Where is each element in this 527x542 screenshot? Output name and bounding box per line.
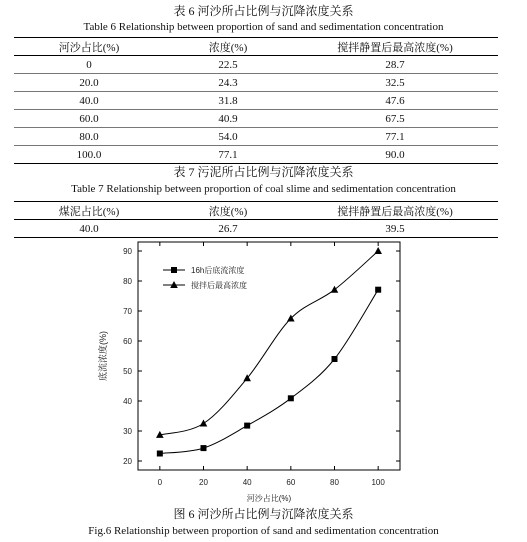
table-cell: 40.0	[79, 94, 99, 107]
y-tick-label: 30	[123, 427, 132, 436]
y-tick-label: 40	[123, 397, 132, 406]
legend-label-2: 搅拌后最高浓度	[191, 281, 247, 290]
table-cell: 0	[86, 58, 92, 71]
table7	[14, 201, 498, 238]
y-tick-label: 60	[123, 337, 132, 346]
table-cell: 77.1	[385, 130, 405, 143]
data-point-series-1	[244, 423, 250, 429]
table-cell: 80.0	[79, 130, 99, 143]
data-point-series-2	[331, 286, 339, 293]
data-point-series-2	[287, 315, 295, 322]
table6-caption-en: Table 6 Relationship between proportion of sand and sedimentation concentration	[83, 21, 444, 33]
series-line-1	[160, 290, 378, 454]
table-header-row	[14, 38, 498, 56]
table-row	[14, 128, 498, 146]
table7-caption-en: Table 7 Relationship between proportion of coal slime and sedimentation concentration	[71, 183, 456, 195]
table-cell: 67.5	[385, 112, 405, 125]
table-cell: 26.7	[218, 222, 238, 235]
x-tick-label: 0	[157, 478, 163, 487]
table-cell: 28.7	[385, 58, 405, 71]
y-tick-label: 90	[123, 247, 132, 256]
data-point-series-1	[375, 287, 381, 293]
table-row	[14, 220, 498, 238]
table-header-cell: 浓度(%)	[208, 205, 248, 218]
table-cell: 60.0	[79, 112, 99, 125]
legend-label-1: 16h后底流浓度	[191, 266, 245, 275]
y-axis-label: 底流浓度(%)	[98, 331, 108, 381]
table-header-cell: 搅拌静置后最高浓度(%)	[337, 205, 453, 218]
table-cell: 24.3	[218, 76, 238, 89]
table6-caption-cn: 表 6 河沙所占比例与沉降浓度关系	[173, 4, 354, 18]
table-row	[14, 56, 498, 74]
table-row	[14, 92, 498, 110]
series-line-2	[160, 251, 378, 435]
y-tick-label: 20	[123, 457, 132, 466]
table-header-row	[14, 202, 498, 220]
table-cell: 40.0	[79, 222, 99, 235]
x-axis-label: 河沙占比(%)	[246, 494, 292, 503]
y-tick-label: 70	[123, 307, 132, 316]
table-cell: 100.0	[76, 148, 102, 161]
table6	[14, 37, 498, 164]
table-cell: 31.8	[218, 94, 238, 107]
table-cell: 40.9	[218, 112, 238, 125]
x-tick-label: 40	[242, 478, 252, 487]
data-point-series-2	[243, 374, 251, 381]
data-point-series-1	[201, 445, 207, 451]
plot-frame	[138, 242, 400, 470]
data-point-series-2	[200, 420, 208, 427]
table-cell: 54.0	[218, 130, 238, 143]
x-tick-label: 100	[371, 478, 385, 487]
data-point-series-1	[332, 356, 338, 362]
table-header-cell: 河沙占比(%)	[58, 41, 120, 54]
table-cell: 32.5	[385, 76, 405, 89]
table-row	[14, 110, 498, 128]
figure6-caption-cn: 图 6 河沙所占比例与沉降浓度关系	[173, 507, 354, 521]
table-cell: 90.0	[385, 148, 405, 161]
table-cell: 39.5	[385, 222, 405, 235]
data-point-series-1	[157, 451, 163, 457]
table-cell: 77.1	[218, 148, 238, 161]
x-tick-label: 80	[330, 478, 339, 487]
table-cell: 47.6	[385, 94, 405, 107]
table-row	[14, 146, 498, 164]
data-point-series-2	[374, 247, 382, 254]
legend-marker-1	[171, 267, 177, 273]
table-header-cell: 煤泥占比(%)	[58, 205, 120, 218]
y-tick-label: 80	[123, 277, 132, 286]
x-tick-label: 60	[286, 478, 296, 487]
table7-caption-cn: 表 7 污泥所占比例与沉降浓度关系	[173, 165, 354, 179]
data-point-series-2	[156, 431, 164, 438]
table-header-cell: 浓度(%)	[208, 41, 248, 54]
figure6-caption-en: Fig.6 Relationship between proportion of sand and sedimentation concentration	[88, 525, 439, 537]
legend-marker-2	[170, 281, 178, 288]
y-tick-label: 50	[123, 367, 132, 376]
table-header-cell: 搅拌静置后最高浓度(%)	[337, 41, 453, 54]
table-row	[14, 74, 498, 92]
data-point-series-1	[288, 395, 294, 401]
table-cell: 22.5	[218, 58, 238, 71]
table-cell: 20.0	[79, 76, 99, 89]
x-tick-label: 20	[199, 478, 208, 487]
